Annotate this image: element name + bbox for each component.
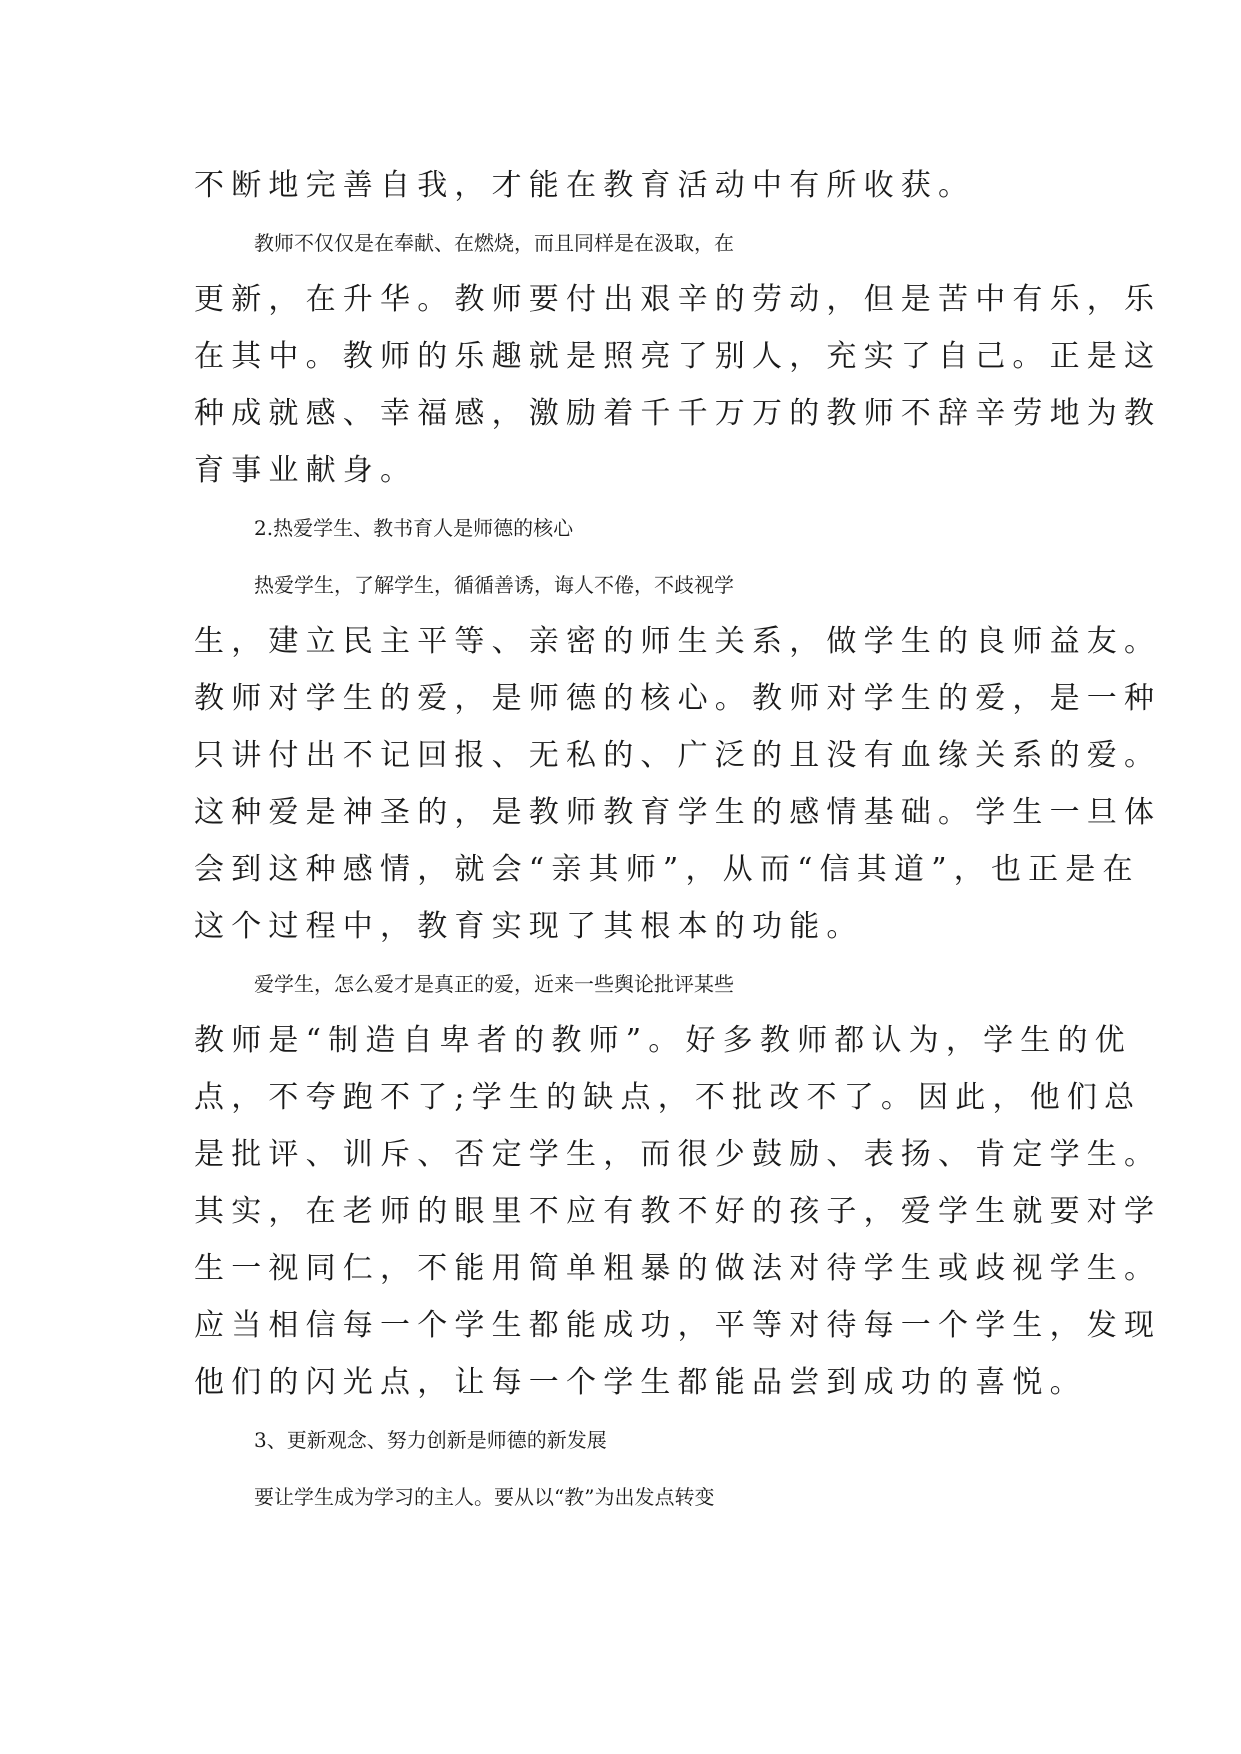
text-line-6: 育事业献身。 [194,453,418,488]
text-line-9: 生，建立民主平等、亲密的师生关系，做学生的良师益友。 [194,624,1162,659]
text-line-15: 爱学生，怎么爱才是真正的爱，近来一些舆论批评某些 [254,972,734,996]
section-heading-2: 2.热爱学生、教书育人是师德的核心 [254,516,574,540]
text-line-20: 生一视同仁，不能用简单粗暴的做法对待学生或歧视学生。 [194,1251,1162,1286]
text-line-13: 会到这种感情，就会“亲其师”，从而“信其道”，也正是在 [194,852,1140,887]
text-line-11: 只讲付出不记回报、无私的、广泛的且没有血缘关系的爱。 [194,738,1162,773]
text-line-8: 热爱学生，了解学生，循循善诱，诲人不倦，不歧视学 [254,573,734,597]
text-line-1: 不断地完善自我，才能在教育活动中有所收获。 [194,168,976,203]
text-line-3: 更新，在升华。教师要付出艰辛的劳动，但是苦中有乐，乐 [194,282,1162,317]
text-line-21: 应当相信每一个学生都能成功，平等对待每一个学生，发现 [194,1308,1162,1343]
text-line-18: 是批评、训斥、否定学生，而很少鼓励、表扬、肯定学生。 [194,1137,1162,1172]
text-line-16: 教师是“制造自卑者的教师”。好多教师都认为，学生的优 [194,1023,1132,1058]
text-line-10: 教师对学生的爱，是师德的核心。教师对学生的爱，是一种 [194,681,1162,716]
text-line-4: 在其中。教师的乐趣就是照亮了别人，充实了自己。正是这 [194,339,1162,374]
text-line-17: 点，不夸跑不了;学生的缺点，不批改不了。因此，他们总 [194,1080,1142,1115]
text-line-2: 教师不仅仅是在奉献、在燃烧，而且同样是在汲取，在 [254,231,734,255]
section-heading-3: 3、更新观念、努力创新是师德的新发展 [254,1428,607,1452]
text-line-24: 要让学生成为学习的主人。要从以“教”为出发点转变 [254,1485,715,1509]
text-line-22: 他们的闪光点，让每一个学生都能品尝到成功的喜悦。 [194,1365,1087,1400]
text-line-19: 其实，在老师的眼里不应有教不好的孩子，爱学生就要对学 [194,1194,1162,1229]
text-line-14: 这个过程中，教育实现了其根本的功能。 [194,909,864,944]
text-line-12: 这种爱是神圣的，是教师教育学生的感情基础。学生一旦体 [194,795,1162,830]
text-line-5: 种成就感、幸福感，激励着千千万万的教师不辞辛劳地为教 [194,396,1162,431]
